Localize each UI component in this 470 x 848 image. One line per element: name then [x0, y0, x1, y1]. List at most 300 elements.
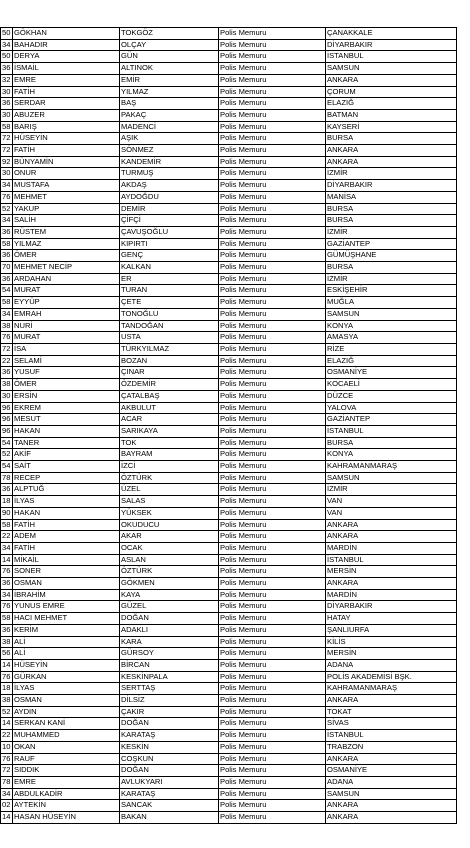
- row-number-cell: 96: [1, 402, 13, 414]
- row-number-cell: 36: [1, 98, 13, 110]
- first-name-cell: ALPTUĞ: [13, 484, 120, 496]
- city-cell: MARDİN: [326, 589, 457, 601]
- city-cell: MERSİN: [326, 648, 457, 660]
- first-name-cell: BAHADIR: [13, 39, 120, 51]
- city-cell: SAMSUN: [326, 472, 457, 484]
- rank-cell: Polis Memuru: [219, 414, 326, 426]
- rank-cell: Polis Memuru: [219, 180, 326, 192]
- table-row: [1, 542, 457, 554]
- rank-cell: Polis Memuru: [219, 765, 326, 777]
- rank-cell: Polis Memuru: [219, 718, 326, 730]
- row-number-cell: 14: [1, 718, 13, 730]
- table-row: [1, 554, 457, 566]
- last-name-cell: GÜN: [120, 51, 219, 63]
- first-name-cell: RECEP: [13, 472, 120, 484]
- city-cell: İSTANBUL: [326, 554, 457, 566]
- row-number-cell: 36: [1, 484, 13, 496]
- first-name-cell: MURAT: [13, 285, 120, 297]
- city-cell: HATAY: [326, 613, 457, 625]
- city-cell: SAMSUN: [326, 63, 457, 75]
- last-name-cell: AKBULUT: [120, 402, 219, 414]
- rank-cell: Polis Memuru: [219, 297, 326, 309]
- city-cell: KOCAELİ: [326, 379, 457, 391]
- city-cell: SAMSUN: [326, 308, 457, 320]
- first-name-cell: DERYA: [13, 51, 120, 63]
- row-number-cell: 10: [1, 741, 13, 753]
- city-cell: ANKARA: [326, 156, 457, 168]
- city-cell: KAYSERİ: [326, 121, 457, 133]
- rank-cell: Polis Memuru: [219, 777, 326, 789]
- rank-cell: Polis Memuru: [219, 39, 326, 51]
- last-name-cell: TOKGÖZ: [120, 28, 219, 40]
- row-number-cell: 30: [1, 109, 13, 121]
- table-row: [1, 250, 457, 262]
- rank-cell: Polis Memuru: [219, 215, 326, 227]
- rank-cell: Polis Memuru: [219, 379, 326, 391]
- row-number-cell: 56: [1, 648, 13, 660]
- first-name-cell: AYTEKİN: [13, 800, 120, 812]
- rank-cell: Polis Memuru: [219, 671, 326, 683]
- table-row: [1, 730, 457, 742]
- city-cell: ANKARA: [326, 812, 457, 824]
- row-number-cell: 36: [1, 578, 13, 590]
- table-row: [1, 765, 457, 777]
- last-name-cell: ÖZTÜRK: [120, 566, 219, 578]
- table-row: [1, 718, 457, 730]
- last-name-cell: SANCAK: [120, 800, 219, 812]
- row-number-cell: 36: [1, 63, 13, 75]
- first-name-cell: SELAMİ: [13, 355, 120, 367]
- city-cell: MANİSA: [326, 191, 457, 203]
- row-number-cell: 14: [1, 659, 13, 671]
- last-name-cell: ÇAKIR: [120, 706, 219, 718]
- row-number-cell: 34: [1, 542, 13, 554]
- city-cell: OSMANİYE: [326, 765, 457, 777]
- last-name-cell: OLÇAY: [120, 39, 219, 51]
- table-row: [1, 98, 457, 110]
- last-name-cell: TONOĞLU: [120, 308, 219, 320]
- last-name-cell: SARIKAYA: [120, 425, 219, 437]
- table-row: [1, 226, 457, 238]
- city-cell: RİZE: [326, 343, 457, 355]
- first-name-cell: MEHMET: [13, 191, 120, 203]
- rank-cell: Polis Memuru: [219, 531, 326, 543]
- table-row: [1, 777, 457, 789]
- rank-cell: Polis Memuru: [219, 262, 326, 274]
- first-name-cell: İSMAİL: [13, 63, 120, 75]
- row-number-cell: 36: [1, 226, 13, 238]
- row-number-cell: 38: [1, 320, 13, 332]
- rank-cell: Polis Memuru: [219, 519, 326, 531]
- row-number-cell: 78: [1, 472, 13, 484]
- city-cell: DİYARBAKIR: [326, 39, 457, 51]
- table-row: [1, 74, 457, 86]
- first-name-cell: RAUF: [13, 753, 120, 765]
- row-number-cell: 36: [1, 624, 13, 636]
- last-name-cell: KARATAŞ: [120, 788, 219, 800]
- row-number-cell: 72: [1, 343, 13, 355]
- table-row: [1, 800, 457, 812]
- rank-cell: Polis Memuru: [219, 706, 326, 718]
- table-row: [1, 308, 457, 320]
- rank-cell: Polis Memuru: [219, 589, 326, 601]
- row-number-cell: 30: [1, 86, 13, 98]
- table-row: [1, 133, 457, 145]
- city-cell: BURSA: [326, 133, 457, 145]
- last-name-cell: ÇETE: [120, 297, 219, 309]
- city-cell: BURSA: [326, 262, 457, 274]
- city-cell: MARDİN: [326, 542, 457, 554]
- table-row: [1, 449, 457, 461]
- last-name-cell: ALTINOK: [120, 63, 219, 75]
- city-cell: GAZİANTEP: [326, 238, 457, 250]
- first-name-cell: HACI MEHMET: [13, 613, 120, 625]
- row-number-cell: 76: [1, 671, 13, 683]
- first-name-cell: YAKUP: [13, 203, 120, 215]
- first-name-cell: SAİT: [13, 461, 120, 473]
- table-row: [1, 238, 457, 250]
- row-number-cell: 30: [1, 390, 13, 402]
- city-cell: ADANA: [326, 659, 457, 671]
- rank-cell: Polis Memuru: [219, 601, 326, 613]
- first-name-cell: MUSTAFA: [13, 180, 120, 192]
- row-number-cell: 76: [1, 601, 13, 613]
- city-cell: ÇANAKKALE: [326, 28, 457, 40]
- rank-cell: Polis Memuru: [219, 472, 326, 484]
- last-name-cell: TURAN: [120, 285, 219, 297]
- first-name-cell: OKAN: [13, 741, 120, 753]
- first-name-cell: OSMAN: [13, 695, 120, 707]
- table-row: [1, 191, 457, 203]
- row-number-cell: 18: [1, 496, 13, 508]
- first-name-cell: MEHMET NECİP: [13, 262, 120, 274]
- table-row: [1, 367, 457, 379]
- first-name-cell: EMRE: [13, 777, 120, 789]
- table-row: [1, 461, 457, 473]
- table-row: [1, 390, 457, 402]
- last-name-cell: OCAK: [120, 542, 219, 554]
- row-number-cell: 52: [1, 203, 13, 215]
- rank-cell: Polis Memuru: [219, 332, 326, 344]
- row-number-cell: 34: [1, 39, 13, 51]
- rank-cell: Polis Memuru: [219, 496, 326, 508]
- last-name-cell: ÇATALBAŞ: [120, 390, 219, 402]
- last-name-cell: KALKAN: [120, 262, 219, 274]
- first-name-cell: ABDULKADİR: [13, 788, 120, 800]
- row-number-cell: 76: [1, 191, 13, 203]
- rank-cell: Polis Memuru: [219, 507, 326, 519]
- first-name-cell: SERKAN KANİ: [13, 718, 120, 730]
- rank-cell: Polis Memuru: [219, 730, 326, 742]
- first-name-cell: ALİ: [13, 636, 120, 648]
- rank-cell: Polis Memuru: [219, 812, 326, 824]
- city-cell: İZMİR: [326, 484, 457, 496]
- last-name-cell: MADENCİ: [120, 121, 219, 133]
- rank-cell: Polis Memuru: [219, 156, 326, 168]
- last-name-cell: BOZAN: [120, 355, 219, 367]
- city-cell: VAN: [326, 507, 457, 519]
- city-cell: İZMİR: [326, 168, 457, 180]
- last-name-cell: AKDAŞ: [120, 180, 219, 192]
- row-number-cell: 58: [1, 519, 13, 531]
- last-name-cell: TANDOĞAN: [120, 320, 219, 332]
- row-number-cell: 54: [1, 285, 13, 297]
- table-row: [1, 332, 457, 344]
- last-name-cell: BİRCAN: [120, 659, 219, 671]
- last-name-cell: KANDEMİR: [120, 156, 219, 168]
- rank-cell: Polis Memuru: [219, 121, 326, 133]
- first-name-cell: ONUR: [13, 168, 120, 180]
- rank-cell: Polis Memuru: [219, 683, 326, 695]
- last-name-cell: DOĞAN: [120, 718, 219, 730]
- last-name-cell: TÜRKYILMAZ: [120, 343, 219, 355]
- row-number-cell: 36: [1, 273, 13, 285]
- rank-cell: Polis Memuru: [219, 109, 326, 121]
- city-cell: KONYA: [326, 320, 457, 332]
- table-row: [1, 589, 457, 601]
- city-cell: İSTANBUL: [326, 730, 457, 742]
- row-number-cell: 34: [1, 788, 13, 800]
- rank-cell: Polis Memuru: [219, 367, 326, 379]
- table-row: [1, 425, 457, 437]
- first-name-cell: MİKAİL: [13, 554, 120, 566]
- rank-cell: Polis Memuru: [219, 753, 326, 765]
- last-name-cell: ADAKLI: [120, 624, 219, 636]
- row-number-cell: 38: [1, 636, 13, 648]
- table-row: [1, 613, 457, 625]
- rank-cell: Polis Memuru: [219, 648, 326, 660]
- last-name-cell: DEMİR: [120, 203, 219, 215]
- rank-cell: Polis Memuru: [219, 320, 326, 332]
- last-name-cell: DOĞAN: [120, 765, 219, 777]
- city-cell: İZMİR: [326, 273, 457, 285]
- row-number-cell: 02: [1, 800, 13, 812]
- last-name-cell: PAKAÇ: [120, 109, 219, 121]
- city-cell: ELAZIĞ: [326, 355, 457, 367]
- rank-cell: Polis Memuru: [219, 542, 326, 554]
- table-row: [1, 343, 457, 355]
- first-name-cell: EMRAH: [13, 308, 120, 320]
- last-name-cell: TURMUŞ: [120, 168, 219, 180]
- rank-cell: Polis Memuru: [219, 425, 326, 437]
- table-row: [1, 788, 457, 800]
- city-cell: GÜMÜŞHANE: [326, 250, 457, 262]
- table-row: [1, 659, 457, 671]
- first-name-cell: BÜNYAMİN: [13, 156, 120, 168]
- city-cell: DÜZCE: [326, 390, 457, 402]
- last-name-cell: ER: [120, 273, 219, 285]
- table-row: [1, 355, 457, 367]
- row-number-cell: 96: [1, 425, 13, 437]
- rank-cell: Polis Memuru: [219, 554, 326, 566]
- last-name-cell: GÜZEL: [120, 601, 219, 613]
- last-name-cell: DİLSİZ: [120, 695, 219, 707]
- table-row: [1, 437, 457, 449]
- city-cell: BURSA: [326, 437, 457, 449]
- table-row: [1, 624, 457, 636]
- city-cell: POLİS AKADEMİSİ BŞK.: [326, 671, 457, 683]
- row-number-cell: 72: [1, 133, 13, 145]
- city-cell: YALOVA: [326, 402, 457, 414]
- table-row: [1, 683, 457, 695]
- first-name-cell: EKREM: [13, 402, 120, 414]
- table-row: [1, 39, 457, 51]
- table-row: [1, 402, 457, 414]
- city-cell: AMASYA: [326, 332, 457, 344]
- first-name-cell: ÖMER: [13, 250, 120, 262]
- row-number-cell: 54: [1, 461, 13, 473]
- first-name-cell: AYDIN: [13, 706, 120, 718]
- city-cell: VAN: [326, 496, 457, 508]
- last-name-cell: KAYA: [120, 589, 219, 601]
- city-cell: ANKARA: [326, 519, 457, 531]
- last-name-cell: AVLUKYARI: [120, 777, 219, 789]
- last-name-cell: ÖZDEMİR: [120, 379, 219, 391]
- row-number-cell: 32: [1, 74, 13, 86]
- city-cell: SAMSUN: [326, 788, 457, 800]
- row-number-cell: 36: [1, 367, 13, 379]
- first-name-cell: GÜRKAN: [13, 671, 120, 683]
- first-name-cell: ABUZER: [13, 109, 120, 121]
- table-row: [1, 484, 457, 496]
- city-cell: KAHRAMANMARAŞ: [326, 461, 457, 473]
- rank-cell: Polis Memuru: [219, 133, 326, 145]
- rank-cell: Polis Memuru: [219, 285, 326, 297]
- first-name-cell: KERİM: [13, 624, 120, 636]
- city-cell: TRABZON: [326, 741, 457, 753]
- first-name-cell: HAKAN: [13, 425, 120, 437]
- table-row: [1, 109, 457, 121]
- rank-cell: Polis Memuru: [219, 613, 326, 625]
- city-cell: KİLİS: [326, 636, 457, 648]
- city-cell: KONYA: [326, 449, 457, 461]
- first-name-cell: MUHAMMED: [13, 730, 120, 742]
- table-row: [1, 414, 457, 426]
- row-number-cell: 96: [1, 414, 13, 426]
- last-name-cell: SALAS: [120, 496, 219, 508]
- city-cell: DİYARBAKIR: [326, 180, 457, 192]
- row-number-cell: 22: [1, 355, 13, 367]
- table-row: [1, 273, 457, 285]
- first-name-cell: EYYÜP: [13, 297, 120, 309]
- first-name-cell: TANER: [13, 437, 120, 449]
- personnel-table-body: [1, 28, 457, 824]
- first-name-cell: İBRAHİM: [13, 589, 120, 601]
- rank-cell: Polis Memuru: [219, 238, 326, 250]
- rank-cell: Polis Memuru: [219, 343, 326, 355]
- rank-cell: Polis Memuru: [219, 800, 326, 812]
- rank-cell: Polis Memuru: [219, 659, 326, 671]
- rank-cell: Polis Memuru: [219, 449, 326, 461]
- last-name-cell: SÖNMEZ: [120, 145, 219, 157]
- row-number-cell: 36: [1, 250, 13, 262]
- first-name-cell: HÜSEYİN: [13, 133, 120, 145]
- first-name-cell: HAKAN: [13, 507, 120, 519]
- last-name-cell: ÇINAR: [120, 367, 219, 379]
- rank-cell: Polis Memuru: [219, 74, 326, 86]
- row-number-cell: 38: [1, 379, 13, 391]
- city-cell: ANKARA: [326, 74, 457, 86]
- last-name-cell: BAŞ: [120, 98, 219, 110]
- rank-cell: Polis Memuru: [219, 624, 326, 636]
- city-cell: GAZİANTEP: [326, 414, 457, 426]
- first-name-cell: RÜSTEM: [13, 226, 120, 238]
- first-name-cell: YUSUF: [13, 367, 120, 379]
- rank-cell: Polis Memuru: [219, 695, 326, 707]
- first-name-cell: HÜSEYİN: [13, 659, 120, 671]
- first-name-cell: SIDDIK: [13, 765, 120, 777]
- last-name-cell: SERTTAŞ: [120, 683, 219, 695]
- city-cell: ANKARA: [326, 800, 457, 812]
- last-name-cell: TOK: [120, 437, 219, 449]
- last-name-cell: EMİR: [120, 74, 219, 86]
- last-name-cell: USTA: [120, 332, 219, 344]
- last-name-cell: ÖZTÜRK: [120, 472, 219, 484]
- last-name-cell: GÖKMEN: [120, 578, 219, 590]
- table-row: [1, 753, 457, 765]
- table-row: [1, 51, 457, 63]
- row-number-cell: 78: [1, 777, 13, 789]
- row-number-cell: 38: [1, 695, 13, 707]
- table-row: [1, 566, 457, 578]
- last-name-cell: KESKİNPALA: [120, 671, 219, 683]
- table-row: [1, 636, 457, 648]
- row-number-cell: 34: [1, 215, 13, 227]
- last-name-cell: KARATAŞ: [120, 730, 219, 742]
- first-name-cell: SERDAR: [13, 98, 120, 110]
- row-number-cell: 76: [1, 332, 13, 344]
- last-name-cell: ACAR: [120, 414, 219, 426]
- last-name-cell: ÇAVUŞOĞLU: [120, 226, 219, 238]
- table-row: [1, 531, 457, 543]
- table-row: [1, 648, 457, 660]
- first-name-cell: SALİH: [13, 215, 120, 227]
- rank-cell: Polis Memuru: [219, 566, 326, 578]
- table-row: [1, 601, 457, 613]
- first-name-cell: FATİH: [13, 86, 120, 98]
- city-cell: KAHRAMANMARAŞ: [326, 683, 457, 695]
- last-name-cell: YILMAZ: [120, 86, 219, 98]
- last-name-cell: GENÇ: [120, 250, 219, 262]
- table-row: [1, 121, 457, 133]
- city-cell: ŞANLIURFA: [326, 624, 457, 636]
- table-row: [1, 28, 457, 40]
- last-name-cell: BAYRAM: [120, 449, 219, 461]
- first-name-cell: NURİ: [13, 320, 120, 332]
- city-cell: ESKİŞEHİR: [326, 285, 457, 297]
- city-cell: BATMAN: [326, 109, 457, 121]
- last-name-cell: İZCİ: [120, 461, 219, 473]
- personnel-table: [0, 27, 457, 824]
- table-row: [1, 156, 457, 168]
- rank-cell: Polis Memuru: [219, 484, 326, 496]
- city-cell: OSMANİYE: [326, 367, 457, 379]
- rank-cell: Polis Memuru: [219, 191, 326, 203]
- table-row: [1, 203, 457, 215]
- rank-cell: Polis Memuru: [219, 788, 326, 800]
- row-number-cell: 18: [1, 683, 13, 695]
- table-row: [1, 496, 457, 508]
- first-name-cell: İSA: [13, 343, 120, 355]
- rank-cell: Polis Memuru: [219, 437, 326, 449]
- table-row: [1, 578, 457, 590]
- city-cell: MERSİN: [326, 566, 457, 578]
- row-number-cell: 76: [1, 753, 13, 765]
- table-row: [1, 812, 457, 824]
- city-cell: DİYARBAKIR: [326, 601, 457, 613]
- table-row: [1, 262, 457, 274]
- row-number-cell: 52: [1, 706, 13, 718]
